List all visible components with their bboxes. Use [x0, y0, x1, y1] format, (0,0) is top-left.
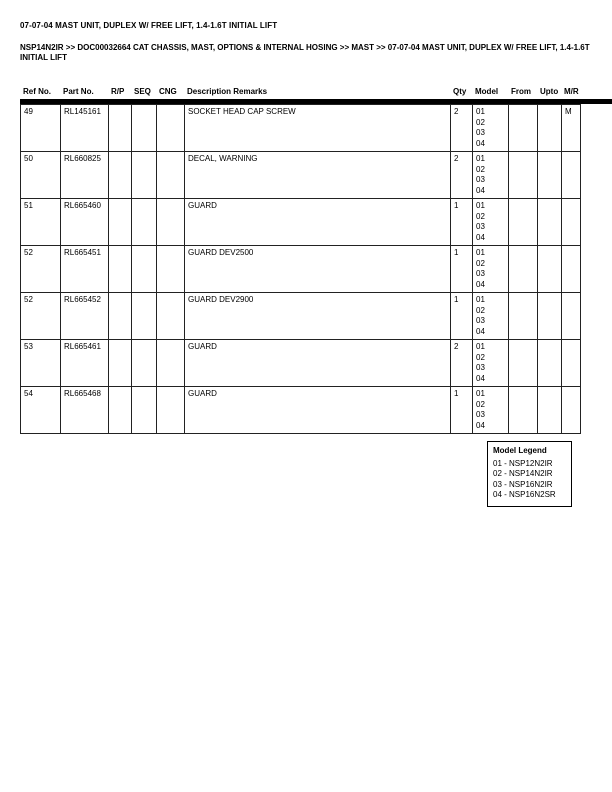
model-code: 02 [476, 117, 485, 127]
cell-seq [132, 387, 157, 434]
table-row [21, 387, 581, 434]
cell-part: RL145161 [61, 105, 109, 152]
cell-models [473, 387, 509, 434]
column-header: Part No. [63, 87, 94, 96]
breadcrumb: NSP14N2IR >> DOC00032664 CAT CHASSIS, MAST, OPTIONS & INTERNAL HOSING >> MAST >> 07-07-04 MAST UNIT, DUPLEX W/ FREE LIFT, 1.4-1.6T INITIAL LIFT [20, 43, 590, 62]
cell-cng [157, 340, 185, 387]
cell-ref: 53 [21, 340, 61, 387]
cell-upto [538, 246, 562, 293]
model-code: 01 [476, 154, 485, 163]
cell-mr [562, 152, 581, 199]
cell-cng [157, 387, 185, 434]
model-code: 01 [476, 389, 485, 398]
cell-mr [562, 246, 581, 293]
cell-desc: GUARD [185, 387, 451, 434]
cell-rp [109, 293, 132, 340]
column-header: R/P [111, 87, 125, 96]
cell-upto [538, 387, 562, 434]
cell-desc: GUARD DEV2500 [185, 246, 451, 293]
column-header: CNG [159, 87, 177, 96]
cell-from [509, 199, 538, 246]
cell-mr [562, 199, 581, 246]
cell-models [473, 340, 509, 387]
cell-qty: 2 [451, 340, 473, 387]
model-legend-item: 04 - NSP16N2SR [493, 490, 556, 499]
model-code: 03 [476, 316, 485, 325]
cell-seq [132, 340, 157, 387]
cell-desc: GUARD [185, 340, 451, 387]
cell-ref: 51 [21, 199, 61, 246]
table-row [21, 246, 581, 293]
model-legend-item: 03 - NSP16N2IR [493, 479, 553, 489]
model-code: 02 [476, 164, 485, 174]
cell-part: RL665461 [61, 340, 109, 387]
column-header: Qty [453, 87, 467, 96]
cell-qty: 2 [451, 105, 473, 152]
cell-models [473, 199, 509, 246]
model-code: 02 [476, 211, 485, 221]
model-code: 03 [476, 222, 485, 231]
cell-mr [562, 293, 581, 340]
cell-part: RL665460 [61, 199, 109, 246]
cell-rp [109, 387, 132, 434]
cell-cng [157, 152, 185, 199]
cell-from [509, 340, 538, 387]
cell-from [509, 105, 538, 152]
cell-upto [538, 199, 562, 246]
model-code: 04 [476, 279, 485, 289]
model-code: 03 [476, 128, 485, 137]
cell-from [509, 152, 538, 199]
cell-from [509, 293, 538, 340]
cell-seq [132, 199, 157, 246]
cell-ref: 49 [21, 105, 61, 152]
model-code: 03 [476, 269, 485, 278]
cell-part: RL660825 [61, 152, 109, 199]
model-code: 02 [476, 258, 485, 268]
column-header: Description Remarks [187, 87, 268, 96]
column-header: Ref No. [23, 87, 51, 96]
cell-rp [109, 199, 132, 246]
cell-part: RL665451 [61, 246, 109, 293]
cell-qty: 1 [451, 293, 473, 340]
cell-desc: GUARD [185, 199, 451, 246]
cell-from [509, 387, 538, 434]
cell-seq [132, 152, 157, 199]
cell-rp [109, 152, 132, 199]
cell-models [473, 105, 509, 152]
model-code: 04 [476, 373, 485, 383]
cell-cng [157, 246, 185, 293]
cell-mr [562, 387, 581, 434]
cell-qty: 1 [451, 246, 473, 293]
model-code: 04 [476, 232, 485, 242]
page-title: 07-07-04 MAST UNIT, DUPLEX W/ FREE LIFT, 1.4-1.6T INITIAL LIFT [20, 21, 278, 30]
model-legend-item: 02 - NSP14N2IR [493, 469, 553, 478]
cell-cng [157, 199, 185, 246]
parts-table-header [20, 85, 580, 98]
cell-qty: 1 [451, 387, 473, 434]
cell-upto [538, 293, 562, 340]
cell-ref: 52 [21, 293, 61, 340]
model-code: 01 [476, 342, 485, 351]
model-code: 04 [476, 138, 485, 148]
cell-ref: 50 [21, 152, 61, 199]
column-header: M/R [564, 87, 579, 96]
cell-rp [109, 105, 132, 152]
model-code: 02 [476, 305, 485, 315]
model-code: 04 [476, 420, 485, 430]
cell-qty: 1 [451, 199, 473, 246]
cell-models [473, 293, 509, 340]
cell-ref: 54 [21, 387, 61, 434]
model-code: 02 [476, 352, 485, 362]
cell-mr: M [562, 105, 581, 152]
cell-upto [538, 152, 562, 199]
cell-rp [109, 246, 132, 293]
table-row [21, 199, 581, 246]
model-code: 02 [476, 399, 485, 409]
model-code: 04 [476, 185, 485, 195]
table-row [21, 152, 581, 199]
model-code: 01 [476, 248, 485, 257]
column-header: SEQ [134, 87, 151, 96]
column-header: Upto [540, 87, 559, 96]
cell-qty: 2 [451, 152, 473, 199]
cell-mr [562, 340, 581, 387]
cell-part: RL665452 [61, 293, 109, 340]
cell-ref: 52 [21, 246, 61, 293]
cell-desc: DECAL, WARNING [185, 152, 451, 199]
cell-seq [132, 293, 157, 340]
parts-table-body [20, 104, 581, 434]
model-code: 01 [476, 295, 485, 304]
cell-upto [538, 105, 562, 152]
cell-desc: GUARD DEV2900 [185, 293, 451, 340]
model-legend-box [487, 441, 572, 507]
model-code: 03 [476, 363, 485, 372]
cell-seq [132, 105, 157, 152]
table-row [21, 340, 581, 387]
cell-models [473, 246, 509, 293]
model-code: 04 [476, 326, 485, 336]
model-code: 03 [476, 175, 485, 184]
cell-seq [132, 246, 157, 293]
cell-upto [538, 340, 562, 387]
column-header: From [511, 87, 531, 96]
cell-part: RL665468 [61, 387, 109, 434]
cell-cng [157, 105, 185, 152]
table-row [21, 105, 581, 152]
cell-cng [157, 293, 185, 340]
model-legend-title: Model Legend [493, 446, 547, 455]
model-code: 01 [476, 201, 485, 210]
table-row [21, 293, 581, 340]
model-legend-item: 01 - NSP12N2IR [493, 458, 553, 468]
cell-from [509, 246, 538, 293]
cell-models [473, 152, 509, 199]
model-code: 01 [476, 107, 485, 116]
model-code: 03 [476, 410, 485, 419]
column-header: Model [475, 87, 499, 96]
cell-rp [109, 340, 132, 387]
cell-desc: SOCKET HEAD CAP SCREW [185, 105, 451, 152]
